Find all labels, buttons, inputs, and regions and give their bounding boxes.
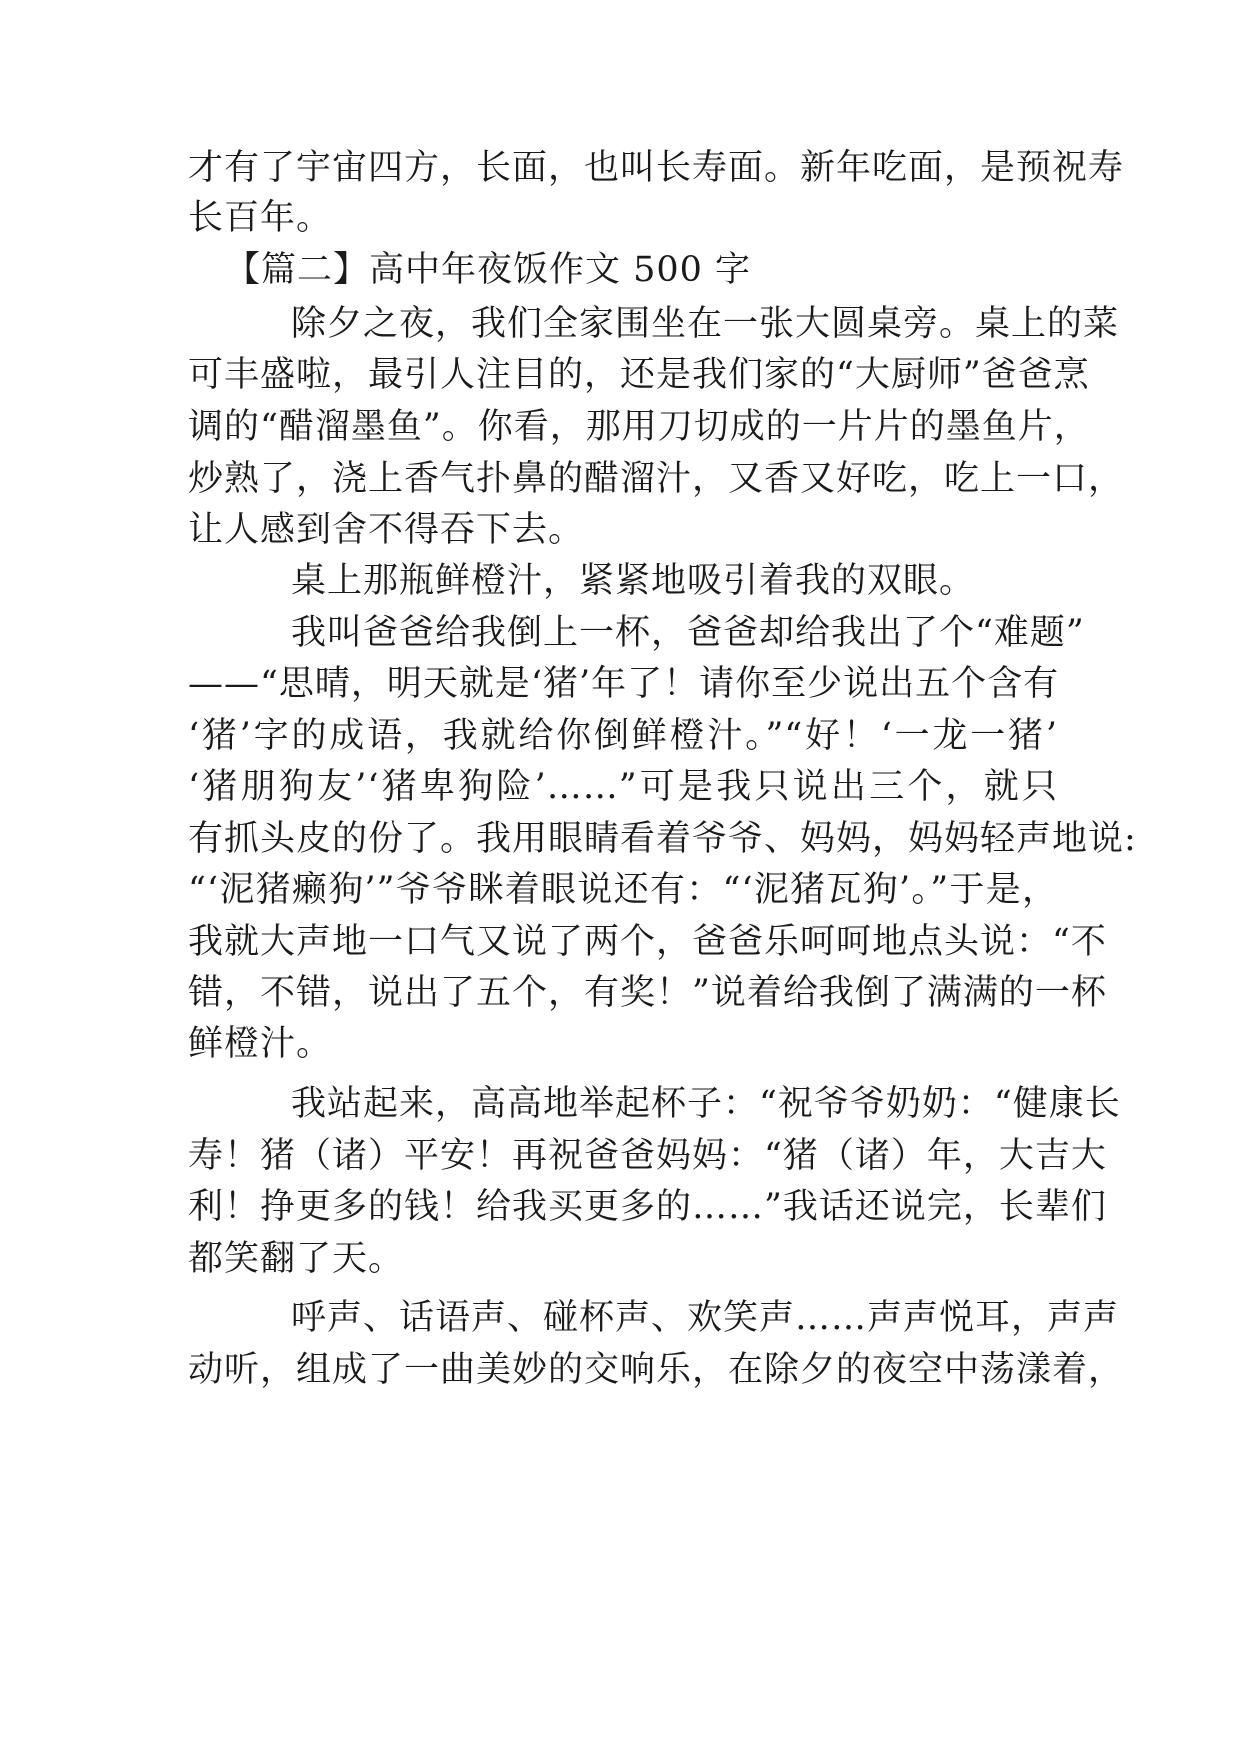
text-line: 有抓头皮的份了。我用眼睛看着爷爷、妈妈，妈妈轻声地说: — [188, 819, 1137, 859]
text-line: 长百年。 — [188, 198, 333, 238]
paragraph-first-line: 除夕之夜，我们全家围坐在一张大圆桌旁。桌上的菜 — [291, 304, 1120, 344]
text-line: 可丰盛啦，最引人注目的，还是我们家的“大厨师”爸爸烹 — [188, 355, 1090, 395]
paragraph-first-line: 我站起来，高高地举起杯子：“祝爷爷奶奶：“健康长 — [291, 1084, 1121, 1124]
text-line: 利！挣更多的钱！给我买更多的……”我话还说完，长辈们 — [188, 1187, 1107, 1227]
text-line: 动听，组成了一曲美妙的交响乐，在除夕的夜空中荡漾着， — [188, 1350, 1125, 1390]
text-line: 鲜橙汁。 — [188, 1024, 333, 1064]
text-line: 错，不错，说出了五个，有奖！”说着给我倒了满满的一杯 — [188, 973, 1107, 1013]
text-line: 让人感到舍不得吞下去。 — [188, 510, 585, 550]
text-line: 我就大声地一口气又说了两个，爸爸乐呵呵地点头说：“不 — [188, 922, 1107, 962]
text-line: ——“思晴，明天就是‘猪’年了！请你至少说出五个含有 — [188, 664, 1060, 704]
paragraph-first-line: 我叫爸爸给我倒上一杯，爸爸却给我出了个“难题” — [291, 613, 1085, 653]
text-line: 都笑翻了天。 — [188, 1239, 405, 1279]
paragraph-first-line: 呼声、话语声、碰杯声、欢笑声……声声悦耳，声声 — [291, 1298, 1120, 1338]
text-line: ‘猪’字的成语，我就给你倒鲜橙汁。”“好！‘一龙一猪’ — [188, 716, 1058, 756]
text-line: 炒熟了，浇上香气扑鼻的醋溜汁，又香又好吃，吃上一口， — [188, 459, 1125, 499]
text-line: 才有了宇宙四方，长面，也叫长寿面。新年吃面，是预祝寿 — [188, 148, 1125, 188]
text-line: “‘泥猪癞狗’”爷爷眯着眼说还有：“‘泥猪瓦狗’。”于是， — [188, 870, 1058, 910]
section-heading: 【篇二】高中年夜饭作文 500 字 — [225, 250, 752, 290]
paragraph-first-line: 桌上那瓶鲜橙汁，紧紧地吸引着我的双眼。 — [291, 561, 976, 601]
text-line: ‘猪朋狗友’‘猪卑狗险’……”可是我只说出三个，就只 — [188, 767, 1058, 807]
text-line: 调的“醋溜墨鱼”。你看，那用刀切成的一片片的墨鱼片， — [188, 407, 1090, 447]
text-line: 寿！猪（诸）平安！再祝爸爸妈妈：“猪（诸）年，大吉大 — [188, 1136, 1107, 1176]
